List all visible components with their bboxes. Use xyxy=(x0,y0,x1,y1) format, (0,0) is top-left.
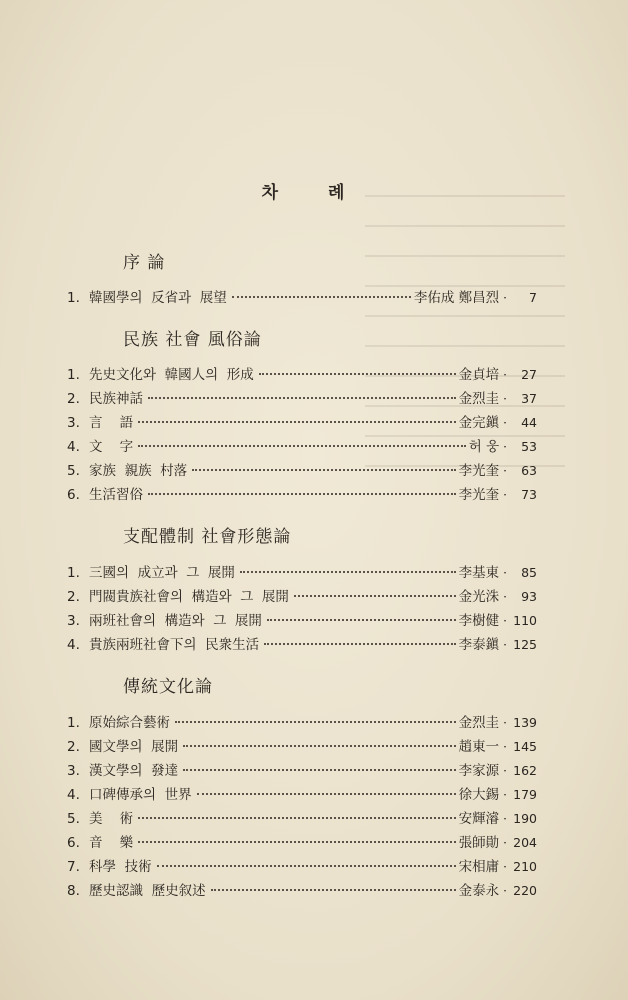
dot-leader xyxy=(148,493,456,495)
entry-number: 8. xyxy=(67,883,80,899)
entry-title: 原始綜合藝術 xyxy=(89,715,170,731)
toc-entry[interactable] xyxy=(67,807,537,829)
separator-dot: · xyxy=(503,392,507,406)
entry-number: 5. xyxy=(67,463,80,479)
entry-page: 53 xyxy=(521,439,537,454)
entry-author: 李光奎 xyxy=(458,487,500,503)
dot-leader xyxy=(138,421,456,423)
toc-entry[interactable] xyxy=(67,609,537,631)
entry-page: 37 xyxy=(521,391,537,406)
entry-title: 韓國學의 反省과 展望 xyxy=(89,290,227,306)
entry-page: 93 xyxy=(521,589,537,604)
section-heading-traditional-culture: 傳統文化論 xyxy=(123,677,213,697)
entry-number: 1. xyxy=(67,565,80,581)
entry-title: 歷史認識 歷史叙述 xyxy=(89,883,206,899)
dot-leader xyxy=(138,817,456,819)
entry-number: 4. xyxy=(67,439,80,455)
separator-dot: · xyxy=(503,884,507,898)
entry-page: 73 xyxy=(521,487,537,502)
entry-number: 6. xyxy=(67,487,80,503)
entry-title: 兩班社會의 構造와 그 展開 xyxy=(89,613,262,629)
separator-dot: · xyxy=(503,812,507,826)
entry-title: 漢文學의 發達 xyxy=(89,763,179,779)
entry-title: 生活習俗 xyxy=(89,487,143,503)
dot-leader xyxy=(148,397,456,399)
page-title: 차 례 xyxy=(261,183,367,203)
entry-page: 190 xyxy=(513,811,537,826)
entry-page: 85 xyxy=(521,565,537,580)
entry-page: 27 xyxy=(521,367,537,382)
entry-title: 家族 親族 村落 xyxy=(89,463,188,479)
toc-entry[interactable] xyxy=(67,363,537,385)
separator-dot: · xyxy=(503,488,507,502)
separator-dot: · xyxy=(503,368,507,382)
entry-number: 2. xyxy=(67,739,80,755)
toc-entry[interactable] xyxy=(67,879,537,901)
entry-page: 139 xyxy=(513,715,537,730)
separator-dot: · xyxy=(503,740,507,754)
entry-author: 金烈圭 xyxy=(458,715,500,731)
entry-author: 李泰鎭 xyxy=(458,637,500,653)
entry-number: 2. xyxy=(67,391,80,407)
dot-leader xyxy=(294,595,456,597)
entry-number: 7. xyxy=(67,859,80,875)
entry-author: 金光洙 xyxy=(458,589,500,605)
toc-entry[interactable] xyxy=(67,459,537,481)
entry-number: 6. xyxy=(67,835,80,851)
entry-author: 張師勛 xyxy=(458,835,500,851)
separator-dot: · xyxy=(503,638,507,652)
entry-author: 李樹健 xyxy=(458,613,500,629)
dot-leader xyxy=(267,619,456,621)
dot-leader xyxy=(192,469,456,471)
separator-dot: · xyxy=(503,860,507,874)
entry-page: 63 xyxy=(521,463,537,478)
entry-title: 口碑傳承의 世界 xyxy=(89,787,192,803)
entry-number: 3. xyxy=(67,415,80,431)
entry-author: 宋相庸 xyxy=(458,859,500,875)
toc-entry[interactable] xyxy=(67,411,537,433)
entry-page: 110 xyxy=(513,613,537,628)
dot-leader xyxy=(183,745,456,747)
entry-number: 2. xyxy=(67,589,80,605)
separator-dot: · xyxy=(503,291,507,305)
toc-entry[interactable] xyxy=(67,759,537,781)
entry-author: 李家源 xyxy=(458,763,500,779)
entry-author: 安輝濬 xyxy=(458,811,500,827)
entry-number: 4. xyxy=(67,637,80,653)
entry-page: 220 xyxy=(513,883,537,898)
dot-leader xyxy=(138,445,466,447)
toc-entry[interactable] xyxy=(67,633,537,655)
toc-entry[interactable] xyxy=(67,783,537,805)
section-heading-ruling-system: 支配體制 社會形態論 xyxy=(123,527,292,547)
entry-page: 162 xyxy=(513,763,537,778)
entry-number: 4. xyxy=(67,787,80,803)
entry-number: 3. xyxy=(67,763,80,779)
toc-entry[interactable] xyxy=(67,561,537,583)
entry-title: 民族神話 xyxy=(89,391,143,407)
entry-title: 言 語 xyxy=(89,415,134,431)
entry-title: 音 樂 xyxy=(89,835,134,851)
entry-author: 金貞培 xyxy=(458,367,500,383)
toc-entry[interactable] xyxy=(67,286,537,308)
separator-dot: · xyxy=(503,416,507,430)
entry-title: 三國의 成立과 그 展開 xyxy=(89,565,235,581)
entry-page: 145 xyxy=(513,739,537,754)
separator-dot: · xyxy=(503,836,507,850)
separator-dot: · xyxy=(503,440,507,454)
entry-author: 金烈圭 xyxy=(458,391,500,407)
entry-number: 1. xyxy=(67,290,80,306)
separator-dot: · xyxy=(503,788,507,802)
toc-entry[interactable] xyxy=(67,711,537,733)
toc-entry[interactable] xyxy=(67,387,537,409)
entry-author: 趙東一 xyxy=(458,739,500,755)
section-heading-introduction: 序 論 xyxy=(123,253,166,273)
separator-dot: · xyxy=(503,614,507,628)
section-heading-ethnic-society: 民族 社會 風俗論 xyxy=(123,330,262,350)
entry-page: 44 xyxy=(521,415,537,430)
separator-dot: · xyxy=(503,566,507,580)
entry-page: 210 xyxy=(513,859,537,874)
toc-entry[interactable] xyxy=(67,735,537,757)
dot-leader xyxy=(211,889,456,891)
entry-page: 125 xyxy=(513,637,537,652)
entry-title: 美 術 xyxy=(89,811,134,827)
entry-number: 5. xyxy=(67,811,80,827)
toc-entry[interactable] xyxy=(67,831,537,853)
separator-dot: · xyxy=(503,716,507,730)
dot-leader xyxy=(183,769,456,771)
dot-leader xyxy=(157,865,456,867)
entry-title: 國文學의 展開 xyxy=(89,739,179,755)
entry-author: 李佑成 鄭昌烈 xyxy=(413,290,500,306)
dot-leader xyxy=(138,841,456,843)
dot-leader xyxy=(175,721,456,723)
entry-author: 徐大錫 xyxy=(458,787,500,803)
entry-title: 文 字 xyxy=(89,439,134,455)
dot-leader xyxy=(264,643,456,645)
entry-author: 허 웅 xyxy=(468,439,500,455)
entry-title: 先史文化와 韓國人의 形成 xyxy=(89,367,254,383)
entry-author: 李基東 xyxy=(458,565,500,581)
entry-number: 3. xyxy=(67,613,80,629)
dot-leader xyxy=(240,571,456,573)
entry-title: 門閥貴族社會의 構造와 그 展開 xyxy=(89,589,289,605)
separator-dot: · xyxy=(503,464,507,478)
dot-leader xyxy=(259,373,456,375)
toc-entry[interactable] xyxy=(67,435,537,457)
entry-number: 1. xyxy=(67,367,80,383)
entry-author: 李光奎 xyxy=(458,463,500,479)
dot-leader xyxy=(232,296,411,298)
entry-author: 金泰永 xyxy=(458,883,500,899)
entry-title: 科學 技術 xyxy=(89,859,152,875)
entry-page: 7 xyxy=(529,290,537,305)
separator-dot: · xyxy=(503,590,507,604)
entry-author: 金完鎭 xyxy=(458,415,500,431)
entry-title: 貴族兩班社會下의 民衆生活 xyxy=(89,637,260,653)
separator-dot: · xyxy=(503,764,507,778)
dot-leader xyxy=(197,793,456,795)
toc-entry[interactable] xyxy=(67,855,537,877)
toc-entry[interactable] xyxy=(67,483,537,505)
entry-number: 1. xyxy=(67,715,80,731)
entry-page: 204 xyxy=(513,835,537,850)
entry-page: 179 xyxy=(513,787,537,802)
toc-entry[interactable] xyxy=(67,585,537,607)
